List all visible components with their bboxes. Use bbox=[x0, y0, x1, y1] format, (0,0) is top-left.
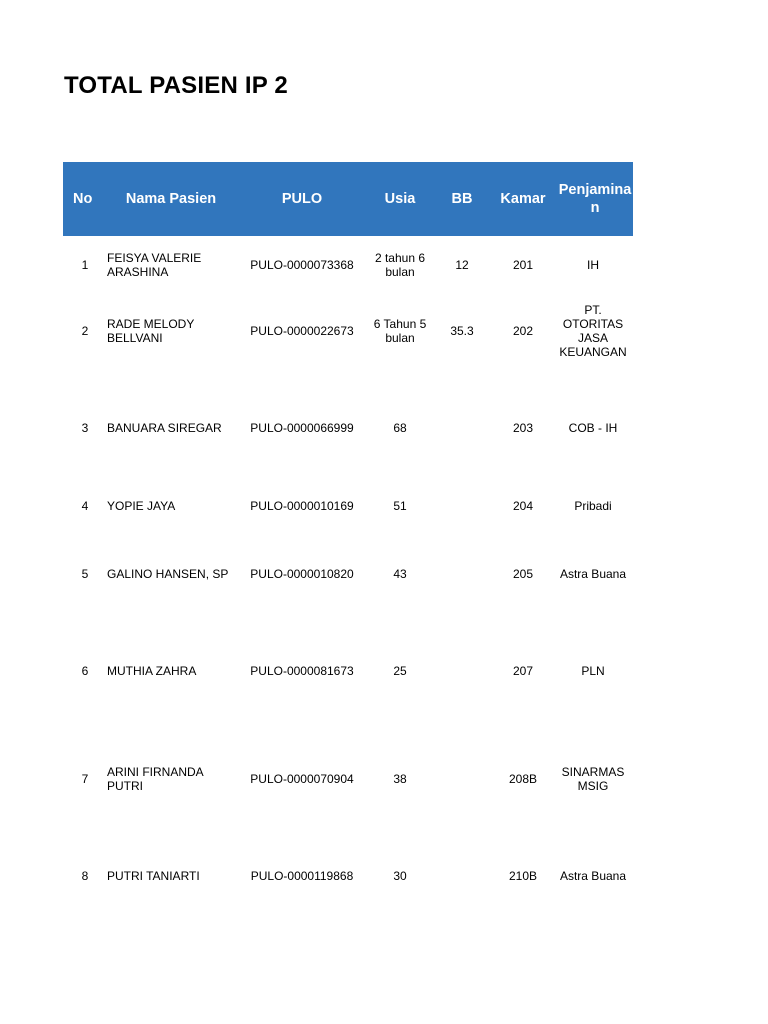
cell-penjamin: Astra Buana bbox=[559, 869, 627, 883]
cell-pulo: PULO-0000066999 bbox=[250, 421, 354, 435]
cell-nama: ARINI FIRNANDA PUTRI bbox=[107, 765, 204, 793]
cell-bb: 35.3 bbox=[450, 324, 474, 338]
header-nama-pasien: Nama Pasien bbox=[107, 162, 235, 236]
cell-usia: 6 Tahun 5 bulan bbox=[373, 317, 427, 345]
cell-no: 8 bbox=[81, 869, 89, 883]
table-row bbox=[63, 368, 633, 488]
header-penjamin bbox=[553, 162, 633, 236]
patient-table bbox=[63, 162, 633, 912]
cell-nama: YOPIE JAYA bbox=[107, 499, 176, 513]
cell-penjamin: SINARMAS MSIG bbox=[561, 765, 625, 793]
cell-nama: MUTHIA ZAHRA bbox=[107, 664, 197, 678]
cell-penjamin: IH bbox=[587, 258, 599, 272]
cell-penjamin: Pribadi bbox=[574, 499, 612, 513]
header-usia: Usia bbox=[369, 162, 431, 236]
cell-nama: PUTRI TANIARTI bbox=[107, 869, 200, 883]
cell-kamar: 202 bbox=[512, 324, 534, 338]
header-kamar: Kamar bbox=[493, 162, 553, 236]
cell-bb bbox=[431, 718, 493, 840]
cell-bb bbox=[431, 488, 493, 524]
cell-pulo: PULO-0000010820 bbox=[250, 567, 354, 581]
header-no: No bbox=[63, 162, 107, 236]
table-header-row bbox=[63, 162, 633, 236]
cell-no: 2 bbox=[81, 324, 89, 338]
cell-pulo: PULO-0000073368 bbox=[250, 258, 354, 272]
cell-kamar: 205 bbox=[512, 567, 534, 581]
table-row bbox=[63, 718, 633, 840]
cell-pulo: PULO-0000010169 bbox=[250, 499, 354, 513]
cell-kamar: 207 bbox=[512, 664, 534, 678]
cell-usia: 51 bbox=[393, 499, 407, 513]
table-row bbox=[63, 840, 633, 912]
cell-no: 3 bbox=[81, 421, 89, 435]
cell-nama: BANUARA SIREGAR bbox=[107, 421, 222, 435]
cell-no: 4 bbox=[81, 499, 89, 513]
cell-usia: 68 bbox=[393, 421, 407, 435]
cell-pulo: PULO-0000119868 bbox=[250, 869, 354, 883]
cell-no: 7 bbox=[81, 772, 89, 786]
cell-nama: FEISYA VALERIE ARASHINA bbox=[107, 251, 202, 279]
cell-no: 1 bbox=[81, 258, 89, 272]
table-row bbox=[63, 624, 633, 718]
table-row bbox=[63, 294, 633, 368]
cell-usia: 38 bbox=[393, 772, 407, 786]
page-title: TOTAL PASIEN IP 2 bbox=[64, 72, 288, 99]
header-bb: BB bbox=[431, 162, 493, 236]
cell-usia: 43 bbox=[393, 567, 407, 581]
cell-usia: 25 bbox=[393, 664, 407, 678]
cell-penjamin: PLN bbox=[581, 664, 605, 678]
cell-bb bbox=[431, 624, 493, 718]
header-pulo: PULO bbox=[235, 162, 369, 236]
cell-bb bbox=[431, 524, 493, 624]
cell-usia: 30 bbox=[393, 869, 407, 883]
table-row bbox=[63, 488, 633, 524]
cell-nama: RADE MELODY BELLVANI bbox=[107, 317, 195, 345]
cell-pulo: PULO-0000022673 bbox=[250, 324, 354, 338]
cell-usia: 2 tahun 6 bulan bbox=[374, 251, 426, 279]
cell-kamar: 201 bbox=[512, 258, 534, 272]
cell-kamar: 208B bbox=[508, 772, 538, 786]
cell-bb bbox=[431, 840, 493, 912]
cell-pulo: PULO-0000070904 bbox=[250, 772, 354, 786]
cell-kamar: 210B bbox=[508, 869, 538, 883]
cell-bb: 12 bbox=[455, 258, 469, 272]
table-row bbox=[63, 524, 633, 624]
header-penjamin-label: Penjamina n bbox=[558, 182, 632, 216]
cell-bb bbox=[431, 368, 493, 488]
cell-kamar: 204 bbox=[512, 499, 534, 513]
cell-penjamin: COB - IH bbox=[568, 421, 618, 435]
cell-nama: GALINO HANSEN, SP bbox=[107, 567, 229, 581]
cell-penjamin: PT. OTORITAS JASA KEUANGAN bbox=[559, 303, 627, 359]
cell-penjamin: Astra Buana bbox=[559, 567, 627, 581]
cell-no: 6 bbox=[81, 664, 89, 678]
cell-no: 5 bbox=[81, 567, 89, 581]
cell-kamar: 203 bbox=[512, 421, 534, 435]
table-row bbox=[63, 236, 633, 294]
cell-pulo: PULO-0000081673 bbox=[250, 664, 354, 678]
